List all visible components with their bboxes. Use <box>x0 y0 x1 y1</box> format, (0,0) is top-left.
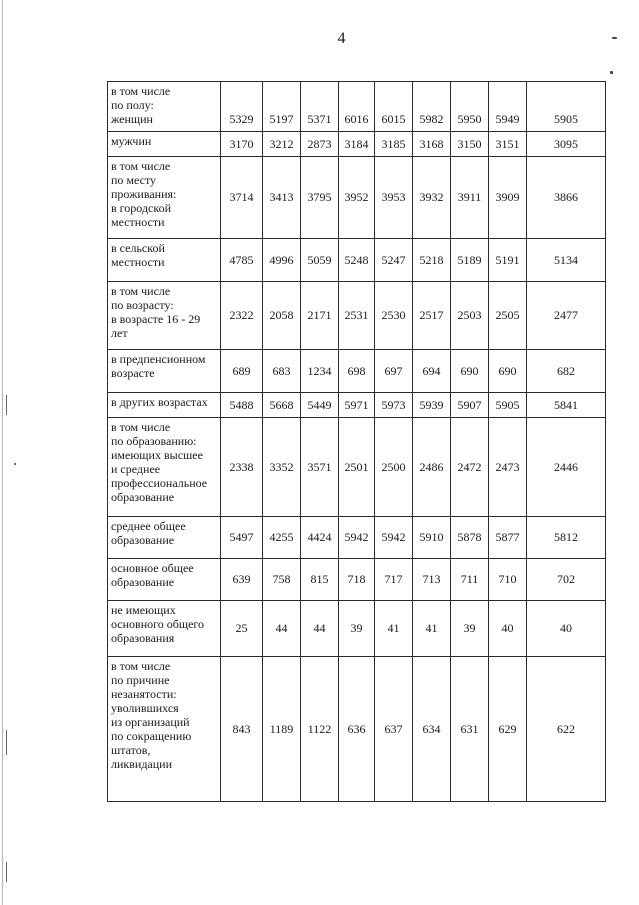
table-cell: 1189 <box>263 657 301 802</box>
table-cell: 5812 <box>527 517 606 559</box>
table-cell: 5982 <box>413 82 451 132</box>
table-cell: 5939 <box>413 393 451 418</box>
scan-edge-line <box>2 0 3 905</box>
table-cell: 4785 <box>221 239 263 282</box>
scan-speck <box>610 71 613 74</box>
table-cell: 631 <box>451 657 489 802</box>
scan-speck <box>14 463 16 465</box>
table-cell: 690 <box>451 350 489 393</box>
table-cell: 683 <box>263 350 301 393</box>
table-cell: 2531 <box>339 282 375 350</box>
table-cell: 39 <box>339 601 375 657</box>
table-cell: 40 <box>527 601 606 657</box>
table-cell: 5059 <box>301 239 339 282</box>
table-cell: 3168 <box>413 132 451 157</box>
table-cell: 690 <box>489 350 527 393</box>
table-cell: 3953 <box>375 157 413 239</box>
statistics-table <box>107 81 606 802</box>
table-cell: 3911 <box>451 157 489 239</box>
row-label: среднее общее образование <box>108 517 221 559</box>
table-cell: 702 <box>527 559 606 601</box>
table-row <box>108 393 606 418</box>
table-cell: 5910 <box>413 517 451 559</box>
table-row <box>108 132 606 157</box>
row-label: в сельской местности <box>108 239 221 282</box>
table-row <box>108 157 606 239</box>
table-cell: 713 <box>413 559 451 601</box>
table-cell: 5950 <box>451 82 489 132</box>
row-label: мужчин <box>108 132 221 157</box>
table-cell: 5218 <box>413 239 451 282</box>
scan-mark <box>6 395 7 415</box>
table-cell: 41 <box>413 601 451 657</box>
row-label: основное общее образование <box>108 559 221 601</box>
table-cell: 40 <box>489 601 527 657</box>
table-cell: 2500 <box>375 418 413 517</box>
table-cell: 5248 <box>339 239 375 282</box>
table-cell: 2486 <box>413 418 451 517</box>
table-cell: 5371 <box>301 82 339 132</box>
table-cell: 2501 <box>339 418 375 517</box>
row-label: в других возрастах <box>108 393 221 418</box>
table-cell: 2477 <box>527 282 606 350</box>
row-label: в том числе по месту проживания: в городской местности <box>108 157 221 239</box>
table-row <box>108 517 606 559</box>
table-row <box>108 657 606 802</box>
table-cell: 5247 <box>375 239 413 282</box>
row-label: в том числе по полу: женщин <box>108 82 221 132</box>
table-cell: 2517 <box>413 282 451 350</box>
table-cell: 3413 <box>263 157 301 239</box>
table-cell: 697 <box>375 350 413 393</box>
table-cell: 2171 <box>301 282 339 350</box>
table-cell: 5197 <box>263 82 301 132</box>
table-cell: 2058 <box>263 282 301 350</box>
table-row <box>108 82 606 132</box>
table-cell: 694 <box>413 350 451 393</box>
table-cell: 843 <box>221 657 263 802</box>
table-cell: 5877 <box>489 517 527 559</box>
table-cell: 3184 <box>339 132 375 157</box>
page-number: 4 <box>337 30 346 47</box>
table-cell: 3714 <box>221 157 263 239</box>
table-cell: 6016 <box>339 82 375 132</box>
table-cell: 3932 <box>413 157 451 239</box>
table-cell: 6015 <box>375 82 413 132</box>
table-cell: 3150 <box>451 132 489 157</box>
table-cell: 4424 <box>301 517 339 559</box>
table-cell: 3952 <box>339 157 375 239</box>
table-cell: 698 <box>339 350 375 393</box>
row-label: в том числе по образованию: имеющих высшее и среднее профессиональное образование <box>108 418 221 517</box>
table-cell: 5668 <box>263 393 301 418</box>
table-cell: 44 <box>301 601 339 657</box>
table-cell: 5189 <box>451 239 489 282</box>
table-cell: 1122 <box>301 657 339 802</box>
table-cell: 3866 <box>527 157 606 239</box>
table-cell: 2505 <box>489 282 527 350</box>
table-cell: 4255 <box>263 517 301 559</box>
table-cell: 2473 <box>489 418 527 517</box>
table-cell: 682 <box>527 350 606 393</box>
table-cell: 3151 <box>489 132 527 157</box>
table-cell: 3795 <box>301 157 339 239</box>
table-cell: 815 <box>301 559 339 601</box>
table-cell: 5907 <box>451 393 489 418</box>
table-cell: 5329 <box>221 82 263 132</box>
table-cell: 5191 <box>489 239 527 282</box>
table-cell: 1234 <box>301 350 339 393</box>
table-row <box>108 350 606 393</box>
table-row <box>108 282 606 350</box>
scan-mark <box>6 862 7 882</box>
table-row <box>108 601 606 657</box>
table-cell: 5942 <box>375 517 413 559</box>
table-cell: 2338 <box>221 418 263 517</box>
table-cell: 5488 <box>221 393 263 418</box>
table-cell: 5134 <box>527 239 606 282</box>
table-cell: 2446 <box>527 418 606 517</box>
table-cell: 2530 <box>375 282 413 350</box>
table-row <box>108 418 606 517</box>
table-cell: 3170 <box>221 132 263 157</box>
table-cell: 5905 <box>527 82 606 132</box>
table-cell: 5878 <box>451 517 489 559</box>
table-cell: 758 <box>263 559 301 601</box>
table-cell: 3571 <box>301 418 339 517</box>
table-cell: 2503 <box>451 282 489 350</box>
table-cell: 3909 <box>489 157 527 239</box>
table-body <box>108 82 606 802</box>
table-cell: 622 <box>527 657 606 802</box>
table-cell: 2472 <box>451 418 489 517</box>
table-cell: 3352 <box>263 418 301 517</box>
table-cell: 636 <box>339 657 375 802</box>
table-cell: 718 <box>339 559 375 601</box>
table-cell: 637 <box>375 657 413 802</box>
table-cell: 3212 <box>263 132 301 157</box>
table-cell: 5971 <box>339 393 375 418</box>
table-cell: 5973 <box>375 393 413 418</box>
table-cell: 5949 <box>489 82 527 132</box>
table-cell: 710 <box>489 559 527 601</box>
table-cell: 2322 <box>221 282 263 350</box>
table-cell: 5841 <box>527 393 606 418</box>
table-row <box>108 239 606 282</box>
table-cell: 5905 <box>489 393 527 418</box>
table-cell: 5497 <box>221 517 263 559</box>
table-row <box>108 559 606 601</box>
table-cell: 717 <box>375 559 413 601</box>
scan-mark <box>6 730 7 755</box>
table-cell: 634 <box>413 657 451 802</box>
table-cell: 3185 <box>375 132 413 157</box>
table-cell: 25 <box>221 601 263 657</box>
table-cell: 41 <box>375 601 413 657</box>
table-cell: 711 <box>451 559 489 601</box>
table-cell: 689 <box>221 350 263 393</box>
table-cell: 3095 <box>527 132 606 157</box>
row-label: в том числе по причине незанятости: уволившихся из организаций по сокращению штатов, ликвидации <box>108 657 221 802</box>
row-label: в предпенсионном возрасте <box>108 350 221 393</box>
table-cell: 639 <box>221 559 263 601</box>
table-cell: 39 <box>451 601 489 657</box>
table-cell: 4996 <box>263 239 301 282</box>
row-label: не имеющих основного общего образования <box>108 601 221 657</box>
table-cell: 2873 <box>301 132 339 157</box>
table-cell: 5449 <box>301 393 339 418</box>
table-cell: 5942 <box>339 517 375 559</box>
table-cell: 44 <box>263 601 301 657</box>
table-cell: 629 <box>489 657 527 802</box>
row-label: в том числе по возрасту: в возрасте 16 - 29 лет <box>108 282 221 350</box>
